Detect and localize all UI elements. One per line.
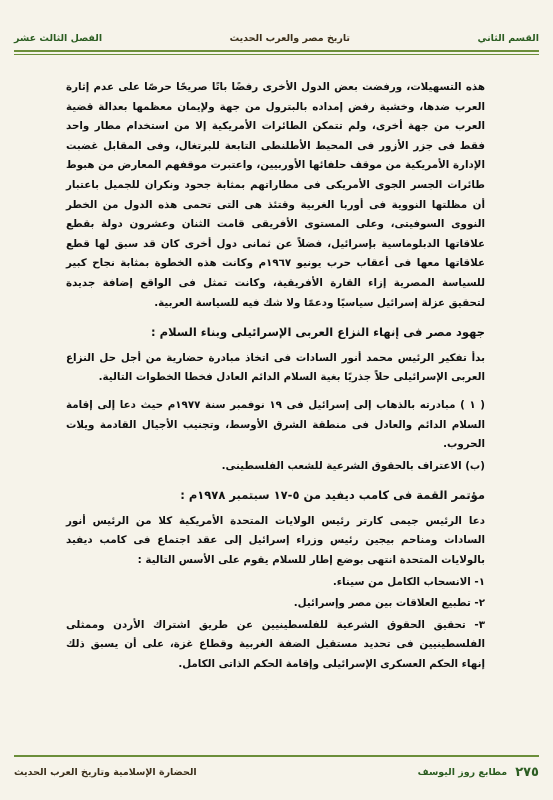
spacer (66, 313, 485, 319)
section-heading-1: جهود مصر فى إنهاء النزاع العربى الإسرائيلى وبناء السلام : (151, 325, 485, 340)
footer-rule (14, 755, 539, 757)
paragraph-2: بدأ تفكير الرئيس محمد أنور السادات فى اتخاذ مبادرة حضارية من أجل حل النزاع العربى الإسرائيلى حلاً جذريًا بغية السلام الدائم العادل فخطا الخطوات التالية. (66, 351, 485, 384)
paragraph-3: دعا الرئيس جيمى كارتر رئيس الولايات المتحدة الأمريكية كلا من الرئيس أنور السادات ومناحم بيجين رئيس وزراء إسرائيل إلى عقد اجتماع فى كامب ديفيد بالولايات المتحدة انتهى بوضع إطار للسلام يقوم على الأسس التالية : (66, 514, 485, 567)
spacer (66, 476, 485, 482)
numbered-item-1: ١- الانسحاب الكامل من سيناء. (332, 575, 485, 588)
section-heading-2: مؤتمر القمة فى كامب ديفيد من ٥-١٧ سبتمبر ١٩٧٨م : (180, 488, 485, 503)
page-number: ٢٧٥ (515, 764, 539, 780)
footer-publisher: مطابع روز اليوسف (417, 766, 508, 778)
running-footer (14, 762, 539, 782)
numbered-item-3: ٣- تحقيق الحقوق الشرعية للفلسطينيين عن طريق اشتراك الأردن وممثلى الفلسطينيين فى تحديد مستقبل الضفة الغربية وقطاع غزة، على أن يسبق ذلك إنهاء الحكم العسكرى الإسرائيلى وإقامة الحكم الذاتى الكامل. (66, 618, 485, 671)
numbered-item-2: ٢- تطبيع العلاقات بين مصر وإسرائيل. (293, 597, 485, 610)
spacer (66, 388, 485, 394)
header-rule (14, 50, 539, 52)
running-header (14, 28, 539, 48)
header-chapter: الفصل الثالث عشر (14, 32, 103, 44)
header-title: تاريخ مصر والعرب الحديث (229, 32, 350, 44)
body-text (66, 78, 485, 675)
header-section: القسم الثاني (477, 32, 539, 44)
paragraph-1: هذه التسهيلات، ورفضت بعض الدول الأخرى رفضًا باتًا صريحًا حرصًا على عدم إثارة العرب ضدها، وخشية رفض إمداده بالبترول من جهة ولإيمان معظمها بعدالة قضية العرب من جهة أخرى، ولم تتمكن الطائرات الأمريكية إلا من استخدام مطار واحد فقط فى جزر الأزور فى المحيط الأطلنطى التابعة للبرتغال، وفى المقابل غضبت الإدارة الأمريكية من موقف حلفائها الأوربيين، واعتبرت موقفهم المعارض من هبوط طائرات الجسر الجوى الأمريكى فى مطاراتهم بمثابة جحود ونكران للجميل باعتبار أن مظلتها النووية فى أوربا الغربية وقتئذ هى التى تحمى هذه الدول من الخطر النووى السوفيتى، وعلى المستوى الأفريقى قامت الثنان وعشرون دولة بقطع علاقاتها الدبلوماسية بإسرائيل، فضلاً عن ثمانى دول أخرى كان قد سبق لها قطع علاقاتها معها فى أعقاب حرب يونيو ١٩٦٧م وكانت هذه الخطوة بمثابة نجاح كبير للسياسة المصرية إزاء القارة الأفريقية، وكانت تمثل فى الواقع إضافة جديدة لتحقيق عزلة إسرائيل سياسيًا ودعمًا ولا شك فيه للسياسة العربية. (66, 81, 485, 309)
footer-book-title: الحضارة الإسلامية وتاريخ العرب الحديث (14, 766, 197, 778)
list-item-a: ( ١ ) مبادرته بالذهاب إلى إسرائيل فى ١٩ نوفمبر سنة ١٩٧٧م حيث دعا إلى إقامة السلام الدائم والعادل فى منطقة الشرق الأوسط، وتجنيب الأجيال القادمة ويلات الحروب. (66, 398, 485, 451)
footer-right (418, 765, 539, 780)
header-rule-thin (14, 54, 539, 55)
list-item-b: (ب) الاعتراف بالحقوق الشرعية للشعب الفلسطينى. (221, 459, 485, 472)
